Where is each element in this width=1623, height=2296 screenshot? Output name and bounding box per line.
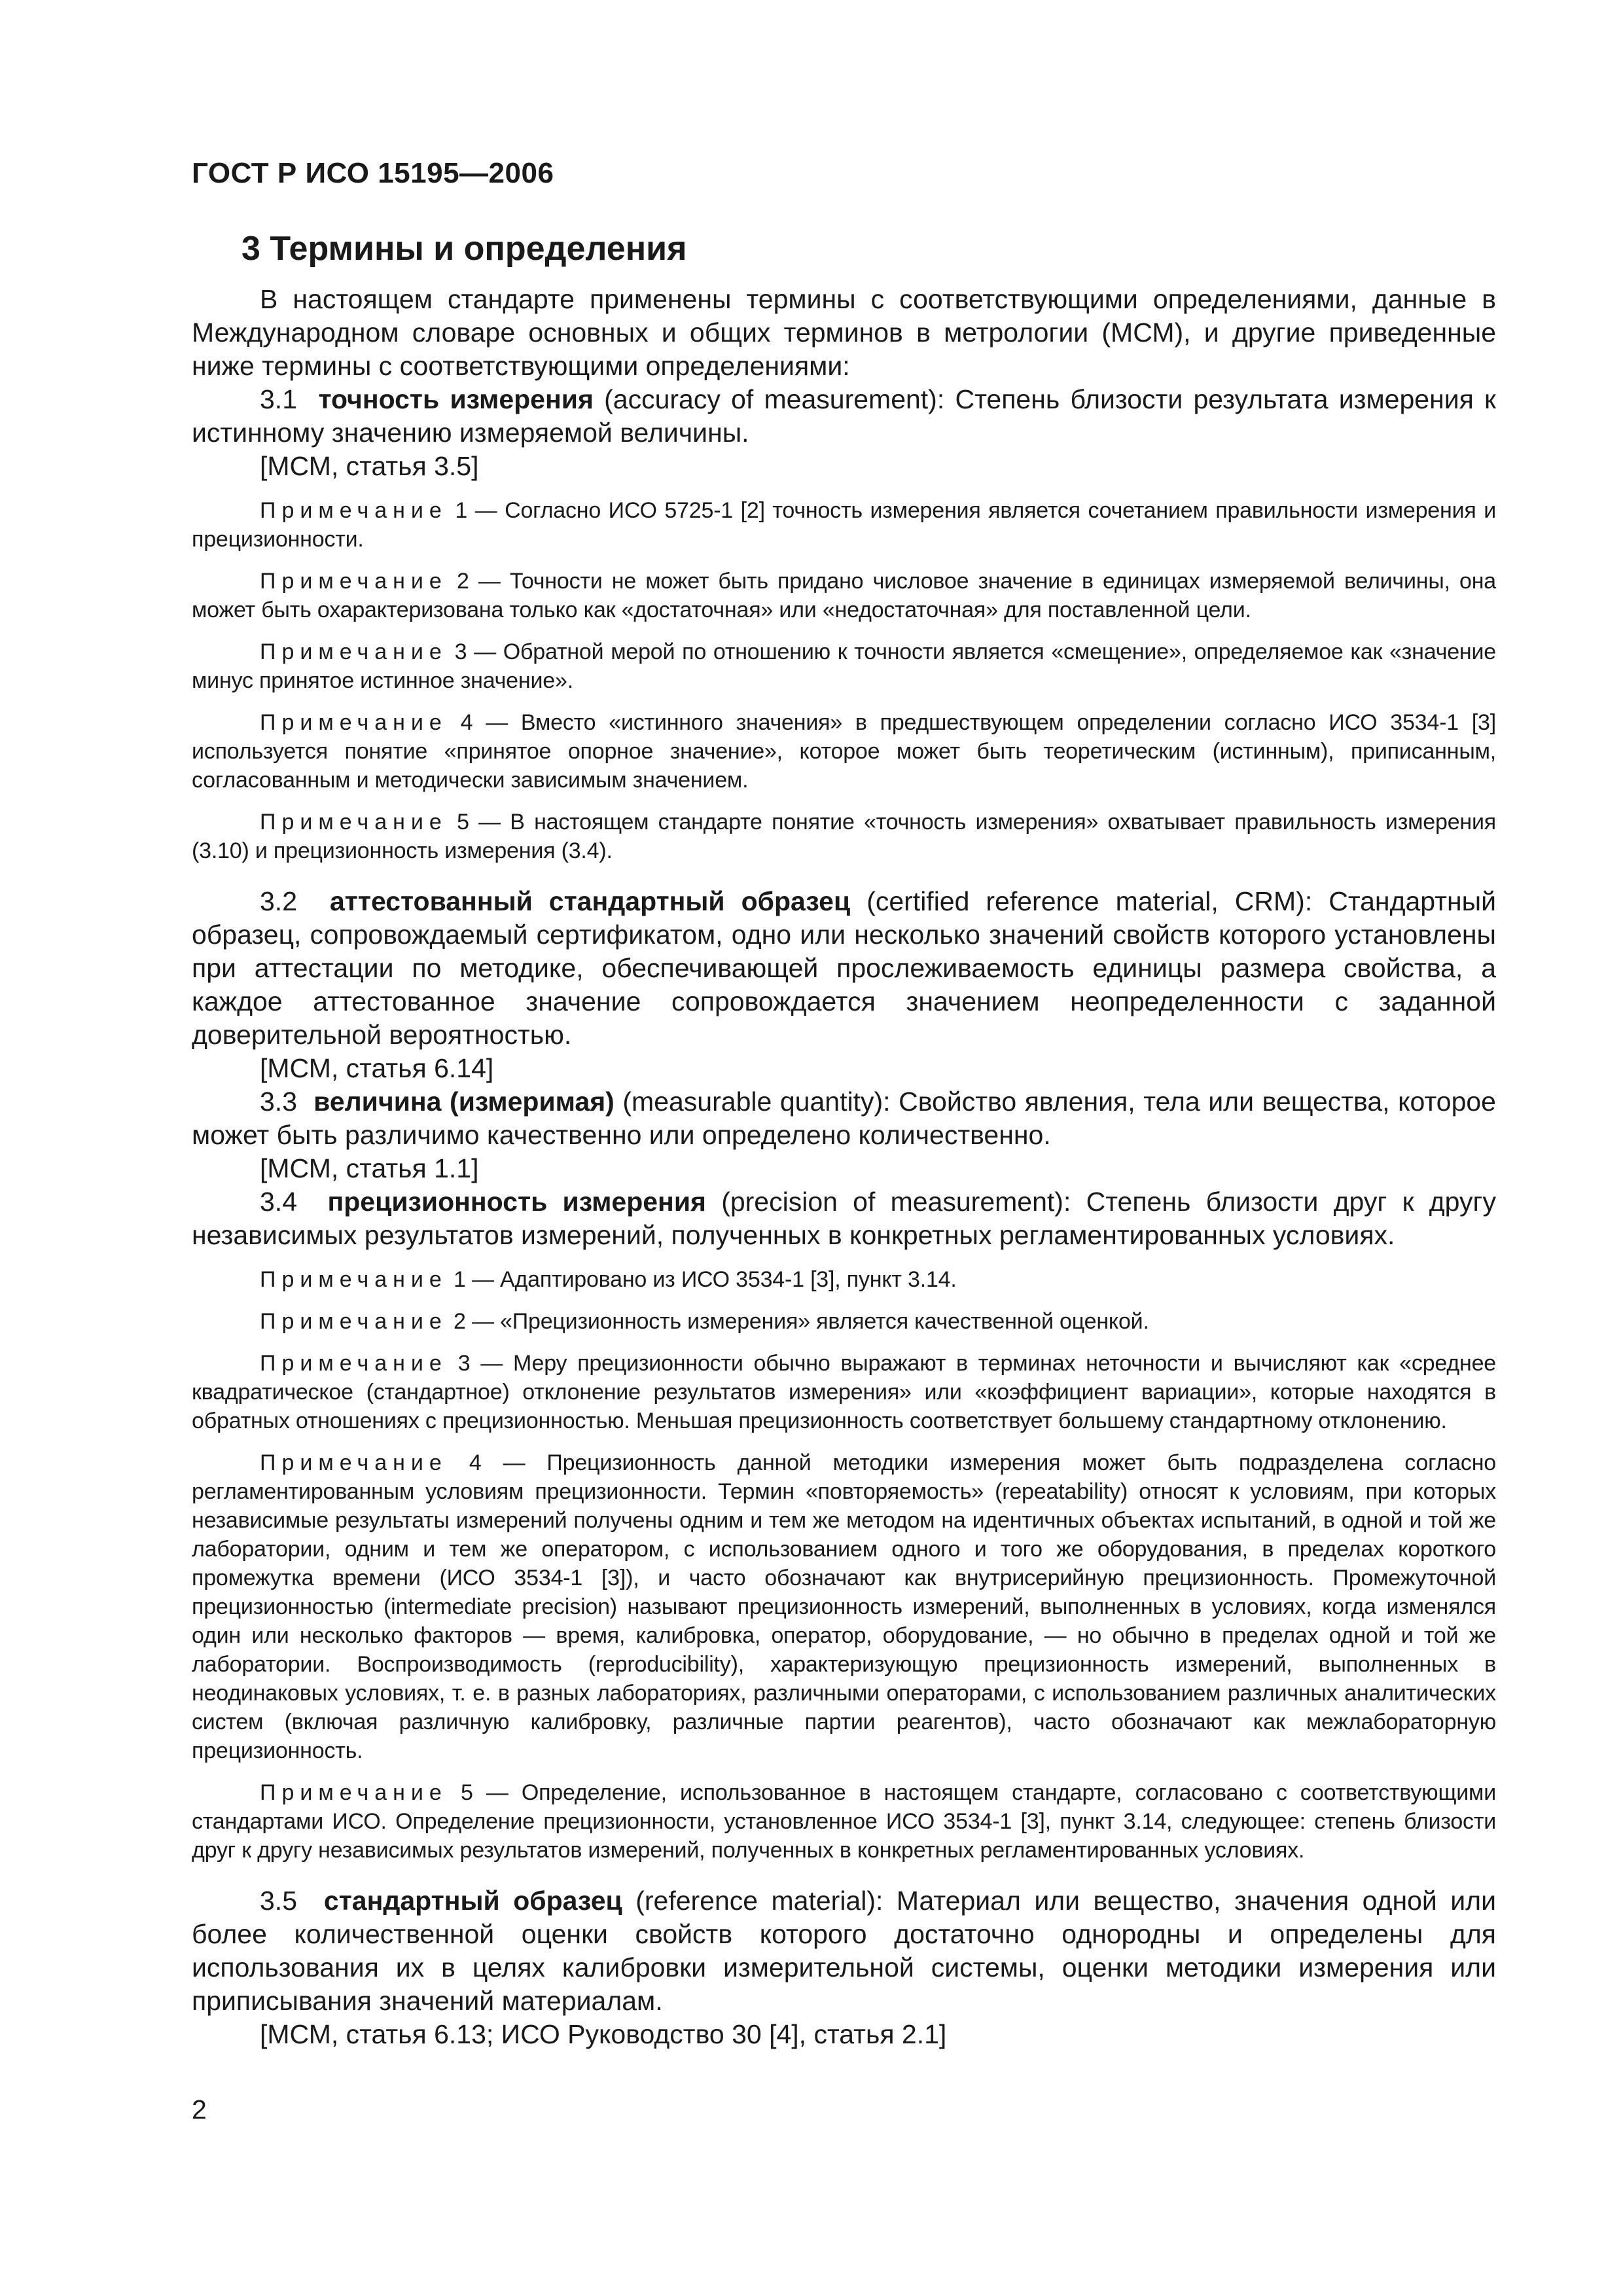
note-label: Примечание [260, 810, 448, 834]
term-3-5 [192, 1884, 1496, 2018]
note [192, 708, 1496, 795]
term-name: прецизионность измерения [327, 1187, 706, 1217]
term-3-2 [192, 885, 1496, 1052]
term-number: 3.3 [260, 1086, 297, 1117]
term-3-4 [192, 1185, 1496, 1252]
term-3-3 [192, 1085, 1496, 1152]
intro-paragraph: В настоящем стандарте применены термины с соответствующими определениями, данные в Международном словаре основных и общих терминов в метрологии (МСМ), и другие приведенные ниже термины с соответствующими определениями: [192, 284, 1496, 381]
note-label: Примечание [260, 639, 448, 664]
term-definition: (precision of measurement): Степень близости друг к другу независимых результатов измерений, полученных в конкретных регламентированных условиях. [192, 1187, 1496, 1250]
term-definition: (reference material): Материал или вещество, значения одной или более количественной оценки свойств которого достаточно однородны и определены для использования их в целях калибровки измерительной системы, оценки методики измерения или приписывания значений материалам. [192, 1886, 1497, 2016]
term-3-1 [192, 383, 1496, 450]
term-number: 3.2 [260, 886, 297, 916]
note [192, 567, 1496, 624]
note-text: 1 — Согласно ИСО 5725-1 [2] точность измерения является сочетанием правильности измерения и прецизионности. [192, 498, 1496, 552]
page-number: 2 [192, 2094, 207, 2125]
note [192, 637, 1496, 695]
note-text: 3 — Меру прецизионности обычно выражают в терминах неточности и вычисляют как «среднее квадратическое (стандартное) отклонение результатов измерения» или «коэффициент вариации», которые находятся в обратных отношениях с прецизионностью. Меньшая прецизионность соответствует большему стандартному отклонению. [192, 1351, 1496, 1433]
note [192, 496, 1496, 554]
note-text: 5 — В настоящем стандарте понятие «точность измерения» охватывает правильность измерения (3.10) и прецизионность измерения (3.4). [192, 810, 1496, 863]
term-definition: (accuracy of measurement): Степень близости результата измерения к истинному значению измеряемой величины. [192, 384, 1496, 448]
note-label: Примечание [260, 1450, 448, 1475]
note-text: 2 — Точности не может быть придано числовое значение в единицах измеряемой величины, она может быть охарактеризована только как «достаточная» или «недостаточная» для поставленной цели. [192, 569, 1496, 622]
term-reference: [МСМ, статья 6.13; ИСО Руководство 30 [4], статья 2.1] [260, 2019, 947, 2049]
content [192, 229, 1496, 2051]
note-text: 4 — Прецизионность данной методики измерения может быть подразделена согласно регламентированным условиям прецизионности. Термин «повторяемость» (repeatability) относят к условиям, при которых независимые результаты измерений получены одним и тем же методом на идентичных объектах испытаний, в одной и той же лаборатории, одним и тем же оператором, с использованием одного и того же оборудования, в пределах короткого промежутка времени (ИСО 3534-1 [3]), и часто обозначают как внутрисерийную прецизионность. Промежуточной прецизионностью (intermediate precision) называют прецизионность измерений, выполненных в условиях, когда изменялся один или несколько факторов — время, калибровка, оператор, оборудование, — но обычно в пределах одной и той же лаборатории. Воспроизводимость (reproducibility), характеризующую прецизионность измерений, выполненных в неодинаковых условиях, т. е. в разных лабораториях, различными операторами, с использованием различных аналитических систем (включая различную калибровку, различные партии реагентов), часто обозначают как межлабораторную прецизионность. [192, 1450, 1496, 1763]
note-label: Примечание [260, 1309, 448, 1334]
term-number: 3.1 [260, 384, 297, 414]
term-number: 3.5 [260, 1886, 297, 1916]
term-name: стандартный образец [323, 1886, 622, 1916]
term-name: аттестованный стандартный образец [329, 886, 851, 916]
note-label: Примечание [260, 1780, 448, 1805]
note-label: Примечание [260, 569, 448, 594]
note-label: Примечание [260, 498, 448, 523]
section-title: 3 Термины и определения [241, 230, 687, 268]
note [192, 808, 1496, 865]
term-name: точность измерения [318, 384, 594, 414]
term-reference: [МСМ, статья 6.14] [260, 1053, 494, 1083]
note-label: Примечание [260, 1267, 448, 1292]
term-reference: [МСМ, статья 3.5] [260, 451, 479, 481]
term-definition: (certified reference material, CRM): Стандартный образец, сопровождаемый сертификатом, одно или несколько значений свойств которого установлены при аттестации по методике, обеспечивающей прослеживаемость единицы размера свойства, а каждое аттестованное значение сопровождается значением неопределенности с заданной доверительной вероятностью. [192, 886, 1496, 1050]
term-reference: [МСМ, статья 1.1] [260, 1153, 479, 1183]
note-text: 1 — Адаптировано из ИСО 3534-1 [3], пункт 3.14. [447, 1267, 957, 1292]
note [192, 1349, 1496, 1435]
note-text: 5 — Определение, использованное в настоящем стандарте, согласовано с соответствующими стандартами ИСО. Определение прецизионности, установленное ИСО 3534-1 [3], пункт 3.14, следующее: степень близости друг к другу независимых результатов измерений, полученных в конкретных регламентированных условиях. [192, 1780, 1496, 1863]
note [192, 1265, 1496, 1294]
note-text: 3 — Обратной мерой по отношению к точности является «смещение», определяемое как «значение минус принятое истинное значение». [192, 639, 1496, 693]
note [192, 1307, 1496, 1336]
note [192, 1778, 1496, 1865]
note-text: 2 — «Прецизионность измерения» является качественной оценкой. [447, 1309, 1149, 1334]
term-name: величина (измеримая) [313, 1086, 615, 1117]
note-text: 4 — Вместо «истинного значения» в предшествующем определении согласно ИСО 3534-1 [3] используется понятие «принятое опорное значение», которое может быть теоретическим (истинным), приписанным, согласованным и методически зависимым значением. [192, 710, 1496, 793]
note [192, 1448, 1496, 1765]
note-label: Примечание [260, 1351, 448, 1376]
document-header: ГОСТ Р ИСО 15195—2006 [192, 157, 554, 189]
term-definition: (measurable quantity): Свойство явления, тела или вещества, которое может быть различимо качественно или определено количественно. [192, 1086, 1496, 1150]
term-number: 3.4 [260, 1187, 297, 1217]
note-label: Примечание [260, 710, 448, 735]
